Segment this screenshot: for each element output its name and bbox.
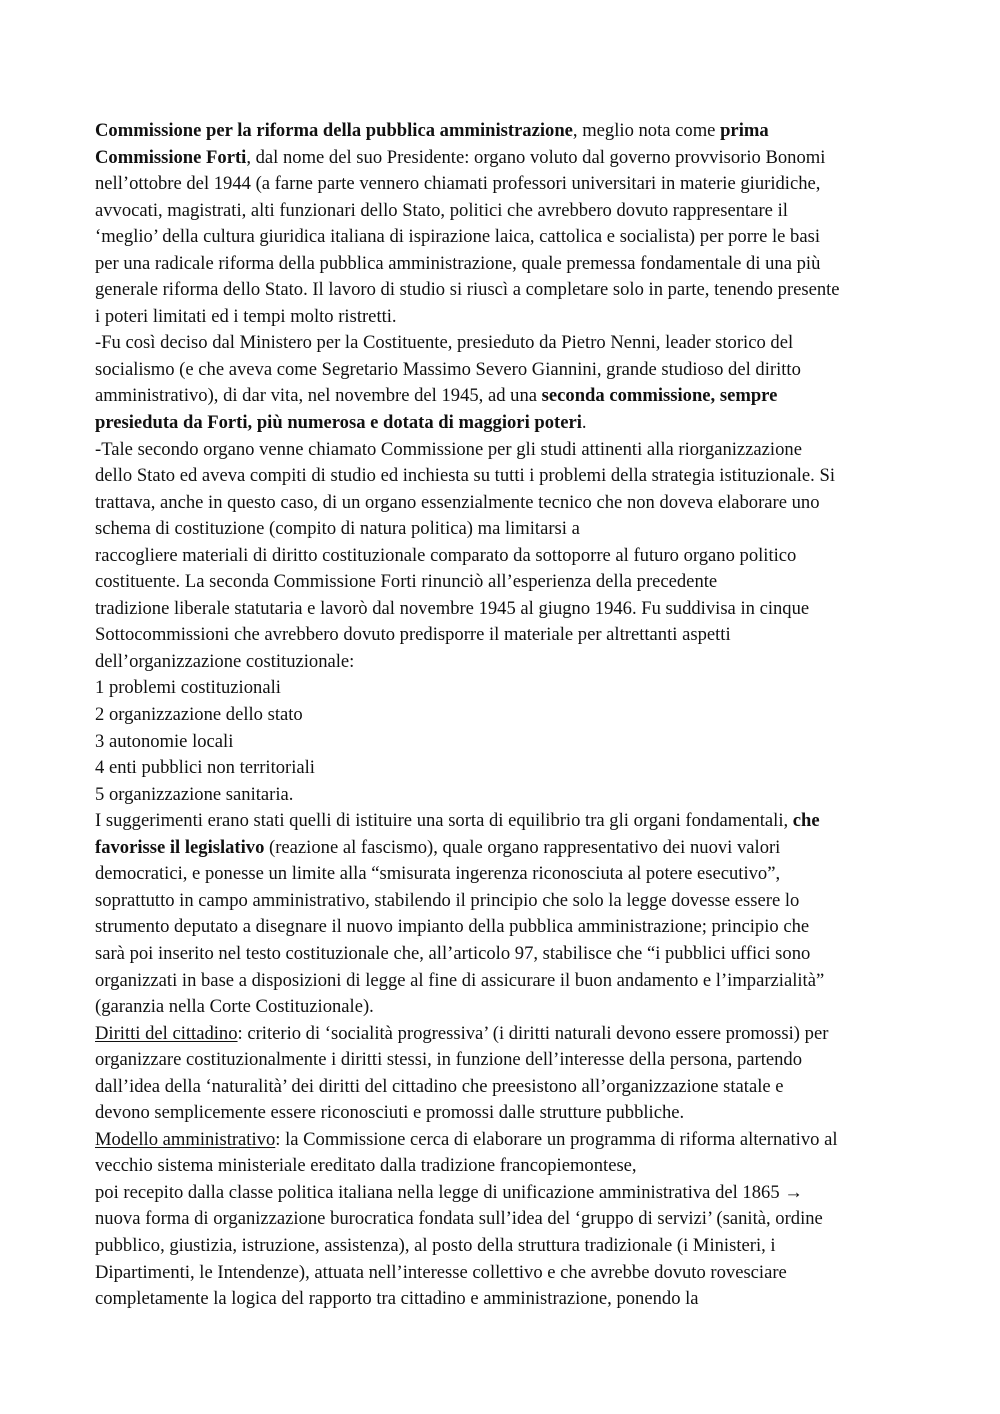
text-line: generale riforma dello Stato. Il lavoro di studio si riuscì a completare solo in parte, tenendo presente	[95, 279, 840, 301]
list-item: 2 organizzazione dello stato	[95, 704, 303, 726]
bold-text: prima	[720, 120, 769, 141]
sottocommissioni-list	[95, 675, 910, 808]
text-run: , meglio nota come	[572, 120, 721, 141]
text-run: (reazione al fascismo), quale organo rappresentativo dei nuovi valori	[264, 836, 781, 858]
text-line: completamente la logica del rapporto tra cittadino e amministrazione, ponendo la	[95, 1288, 699, 1310]
paragraph-suggerimenti	[95, 808, 910, 1020]
text-line	[95, 118, 910, 145]
text-line: poi recepito dalla classe politica italiana nella legge di unificazione amministrativa del 1865 →	[95, 1181, 803, 1203]
text-run: amministrativo), di dar vita, nel novembre del 1945, ad una	[95, 385, 542, 407]
text-run: : criterio di ‘socialità progressiva’ (i diritti naturali devono essere promossi) per	[237, 1022, 829, 1044]
text-line	[95, 835, 910, 862]
paragraph-secondo-organo	[95, 437, 910, 676]
text-line: Sottocommissioni che avrebbero dovuto predisporre il materiale per altrettanti aspetti	[95, 624, 731, 646]
underlined-heading: Diritti del cittadino	[95, 1022, 238, 1044]
list-item: 3 autonomie locali	[95, 730, 234, 752]
text-line: vecchio sistema ministeriale ereditato dalla tradizione francopiemontese,	[95, 1155, 637, 1177]
text-line: avvocati, magistrati, alti funzionari dello Stato, politici che avrebbero dovuto rappresentare il	[95, 199, 788, 221]
text-line: soprattutto in campo amministrativo, stabilendo il principio che solo la legge dovesse essere lo	[95, 889, 800, 911]
text-line: raccogliere materiali di diritto costituzionale comparato da sottoporre al futuro organo politico	[95, 544, 797, 566]
text-line	[95, 1021, 910, 1048]
text-run: , dal nome del suo Presidente: organo voluto dal governo provvisorio Bonomi	[246, 146, 826, 168]
text-line: dello Stato ed aveva compiti di studio ed inchiesta su tutti i problemi della strategia istituzionale. Si	[95, 465, 835, 487]
text-line: (garanzia nella Corte Costituzionale).	[95, 996, 374, 1018]
text-line: costituente. La seconda Commissione Forti rinunciò all’esperienza della precedente	[95, 571, 718, 593]
text-line: per una radicale riforma della pubblica amministrazione, quale premessa fondamentale di una più	[95, 252, 821, 274]
text-line: devono semplicemente essere riconosciuti e promossi dalle strutture pubbliche.	[95, 1102, 685, 1124]
text-line: schema di costituzione (compito di natura politica) ma limitarsi a	[95, 518, 580, 540]
text-line: -Tale secondo organo venne chiamato Commissione per gli studi attinenti alla riorganizzazione	[95, 438, 802, 460]
paragraph-modello-amministrativo	[95, 1127, 910, 1313]
text-line	[95, 808, 910, 835]
bold-text: seconda commissione, sempre	[541, 385, 778, 407]
text-line: sarà poi inserito nel testo costituzionale che, all’articolo 97, stabilisce che “i pubblici uffici sono	[95, 942, 811, 964]
underlined-heading: Modello amministrativo	[95, 1128, 276, 1150]
text-line: trattava, anche in questo caso, di un organo essenzialmente tecnico che non doveva elaborare uno	[95, 491, 820, 513]
text-line: Dipartimenti, le Intendenze), attuata nell’interesse collettivo e che avrebbe dovuto rovesciare	[95, 1261, 787, 1283]
list-item: 1 problemi costituzionali	[95, 677, 281, 699]
text-line: strumento deputato a disegnare il nuovo impianto della pubblica amministrazione; principio che	[95, 916, 810, 938]
bold-text: che	[792, 810, 820, 832]
text-line: democratici, e ponesse un limite alla “smisurata ingerenza riconosciuta al potere esecutivo”,	[95, 863, 781, 885]
paragraph-prima-commissione	[95, 118, 910, 330]
text-line	[95, 145, 910, 172]
list-item: 5 organizzazione sanitaria.	[95, 783, 294, 805]
text-run: .	[581, 412, 587, 434]
document-page	[95, 118, 910, 1313]
text-line: dell’organizzazione costituzionale:	[95, 650, 355, 672]
text-line: i poteri limitati ed i tempi molto ristretti.	[95, 305, 397, 327]
text-line: -Fu così deciso dal Ministero per la Costituente, presieduto da Pietro Nenni, leader storico del	[95, 332, 794, 354]
text-line: ‘meglio’ della cultura giuridica italiana di ispirazione laica, cattolica e socialista) per porre le basi	[95, 226, 821, 248]
text-line: tradizione liberale statutaria e lavorò dal novembre 1945 al giugno 1946. Fu suddivisa in cinque	[95, 597, 810, 619]
text-line: nuova forma di organizzazione burocratica fondata sull’idea del ‘gruppo di servizi’ (sanità, ordine	[95, 1208, 823, 1230]
text-line	[95, 383, 910, 410]
bold-text: favorisse il legislativo	[95, 836, 265, 858]
text-line	[95, 410, 910, 437]
text-line: organizzati in base a disposizioni di legge al fine di assicurare il buon andamento e l’imparzialità”	[95, 969, 825, 991]
text-run: I suggerimenti erano stati quelli di istituire una sorta di equilibrio tra gli organi fondamentali,	[95, 810, 793, 832]
bold-text: Commissione per la riforma della pubblica amministrazione	[95, 120, 573, 141]
text-line: pubblico, giustizia, istruzione, assistenza), al posto della struttura tradizionale (i Ministeri, i	[95, 1234, 776, 1256]
text-line: nell’ottobre del 1944 (a farne parte vennero chiamati professori universitari in materie giuridiche,	[95, 173, 821, 195]
text-line: organizzare costituzionalmente i diritti stessi, in funzione dell’interesse della persona, partendo	[95, 1049, 803, 1071]
text-line: dall’idea della ‘naturalità’ dei diritti del cittadino che preesistono all’organizzazione statale e	[95, 1075, 784, 1097]
bold-text: Commissione Forti	[95, 146, 247, 168]
bold-text: presieduta da Forti, più numerosa e dotata di maggiori poteri	[95, 412, 582, 434]
paragraph-seconda-commissione	[95, 330, 910, 436]
text-line: socialismo (e che aveva come Segretario Massimo Severo Giannini, grande studioso del diritto	[95, 358, 801, 380]
text-run: : la Commissione cerca di elaborare un programma di riforma alternativo al	[275, 1128, 838, 1150]
text-line	[95, 1127, 910, 1154]
list-item: 4 enti pubblici non territoriali	[95, 757, 315, 779]
paragraph-diritti-cittadino	[95, 1021, 910, 1127]
